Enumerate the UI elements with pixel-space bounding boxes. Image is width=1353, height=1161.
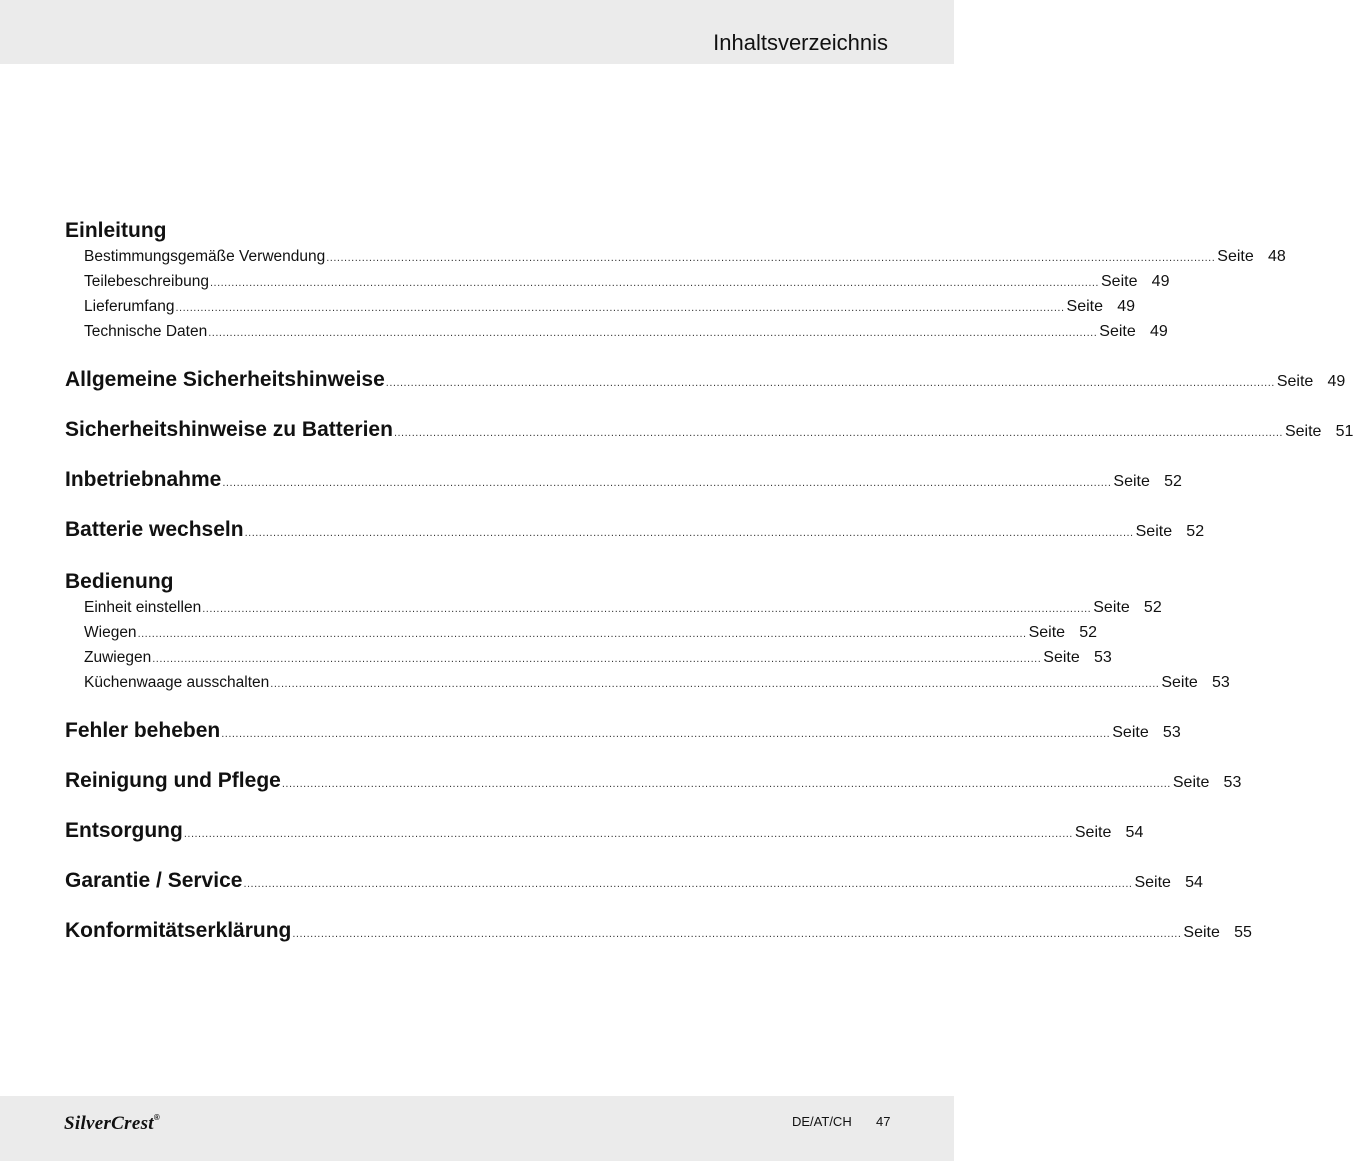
toc-entry[interactable] xyxy=(84,649,1112,667)
toc-entry-seite: Seite xyxy=(1183,924,1220,941)
toc-entry-main[interactable] xyxy=(65,919,1252,943)
toc-entry-main[interactable] xyxy=(65,769,1242,793)
toc-entry-seite: Seite xyxy=(1043,649,1080,666)
toc-entry-page: 55 xyxy=(1234,924,1252,941)
brand-logo xyxy=(64,1113,160,1135)
toc-entry-title: Garantie / Service xyxy=(65,869,243,892)
toc-leader-dots: .......................................................................................................................................................................................................................................................... xyxy=(385,377,1275,389)
toc-entry[interactable] xyxy=(84,674,1230,692)
toc-leader-dots: .......................................................................................................................................................................................................................................................... xyxy=(292,928,1182,940)
toc-entry-label: Bestimmungsgemäße Verwendung xyxy=(84,248,326,265)
toc-entry-seite: Seite xyxy=(1161,674,1198,691)
toc-entry-seite: Seite xyxy=(1066,298,1103,315)
toc-entry-page: 52 xyxy=(1079,624,1098,641)
toc-entry-page: 48 xyxy=(1267,248,1286,265)
toc-leader-dots: .......................................................................................................................................................................................................................................................... xyxy=(221,728,1111,740)
toc-leader-dots: .......................................................................................................................................................................................................................................................... xyxy=(209,277,1099,289)
toc-entry-page: 54 xyxy=(1185,874,1203,891)
toc-leader-dots: .......................................................................................................................................................................................................................................................... xyxy=(222,477,1112,489)
toc-entry-page: 49 xyxy=(1327,373,1346,390)
toc-entry-label: Wiegen xyxy=(84,624,137,641)
toc-entry-main[interactable] xyxy=(65,518,1205,542)
toc-entry-label: Lieferumfang xyxy=(84,298,175,315)
toc-entry-label: Teilebeschreibung xyxy=(84,273,209,290)
toc-leader-dots: .......................................................................................................................................................................................................................................................... xyxy=(137,628,1027,640)
toc-entry-title: Batterie wechseln xyxy=(65,518,244,541)
toc-entry-label: Zuwiegen xyxy=(84,649,152,666)
toc-entry-page: 52 xyxy=(1143,599,1162,616)
toc-entry-seite: Seite xyxy=(1028,624,1066,641)
toc-leader-dots: .......................................................................................................................................................................................................................................................... xyxy=(281,778,1171,790)
toc-entry-page: 52 xyxy=(1186,523,1205,540)
toc-entry-seite: Seite xyxy=(1101,273,1138,290)
toc-entry-page: 49 xyxy=(1151,273,1170,290)
toc-entry[interactable] xyxy=(84,273,1170,291)
toc-entry-main[interactable] xyxy=(65,418,1353,442)
toc-entry-page: 53 xyxy=(1093,649,1112,666)
toc-entry-seite: Seite xyxy=(1172,774,1210,791)
toc-entry-seite: Seite xyxy=(1134,874,1171,891)
toc-entry-title: Fehler beheben xyxy=(65,719,221,742)
toc-entry-main[interactable] xyxy=(65,468,1182,492)
toc-leader-dots: .......................................................................................................................................................................................................................................................... xyxy=(152,653,1042,665)
toc-entry-title: Sicherheitshinweise zu Batterien xyxy=(65,418,393,441)
toc-entry-title: Allgemeine Sicherheitshinweise xyxy=(65,368,385,391)
toc-leader-dots: .......................................................................................................................................................................................................................................................... xyxy=(208,327,1098,339)
toc-leader-dots: .......................................................................................................................................................................................................................................................... xyxy=(183,828,1073,840)
toc-entry[interactable] xyxy=(84,323,1168,341)
toc-entry-title: Entsorgung xyxy=(65,819,183,842)
toc-entry[interactable] xyxy=(84,624,1098,642)
toc-entry-label: Technische Daten xyxy=(84,323,208,340)
toc-leader-dots: .......................................................................................................................................................................................................................................................... xyxy=(244,527,1134,539)
toc-entry-page: 53 xyxy=(1223,774,1242,791)
toc-leader-dots: .......................................................................................................................................................................................................................................................... xyxy=(175,302,1065,314)
footer-region: DE/AT/CH xyxy=(792,1114,852,1129)
toc-leader-dots: .......................................................................................................................................................................................................................................................... xyxy=(202,603,1092,615)
toc-entry-seite: Seite xyxy=(1074,824,1112,841)
toc-entry-main[interactable] xyxy=(65,819,1144,843)
toc-leader-dots: .......................................................................................................................................................................................................................................................... xyxy=(326,252,1216,264)
toc-entry-title: Inbetriebnahme xyxy=(65,468,222,491)
toc-entry-label: Einheit einstellen xyxy=(84,599,202,616)
footer-page-number: 47 xyxy=(876,1114,891,1129)
toc-entry[interactable] xyxy=(84,298,1135,316)
toc-heading-bedienung: Bedienung xyxy=(65,570,174,593)
toc-entry-page: 53 xyxy=(1162,724,1181,741)
toc-entry-page: 53 xyxy=(1212,674,1230,691)
toc-entry-title: Reinigung und Pflege xyxy=(65,769,281,792)
toc-leader-dots: .......................................................................................................................................................................................................................................................... xyxy=(243,878,1133,890)
toc-entry-label: Küchenwaage ausschalten xyxy=(84,674,270,691)
toc-entry-main[interactable] xyxy=(65,869,1203,893)
toc-entry-page: 54 xyxy=(1125,824,1144,841)
brand-name: SilverCrest xyxy=(64,1113,154,1134)
toc-leader-dots: .......................................................................................................................................................................................................................................................... xyxy=(270,678,1160,690)
toc-entry-seite: Seite xyxy=(1276,373,1314,390)
toc-entry-seite: Seite xyxy=(1284,423,1322,440)
toc-entry-seite: Seite xyxy=(1099,323,1136,340)
toc-heading-einleitung: Einleitung xyxy=(65,219,167,242)
toc-entry-seite: Seite xyxy=(1217,248,1254,265)
toc-entry-page: 49 xyxy=(1149,323,1168,340)
toc-entry[interactable] xyxy=(84,248,1286,266)
toc-entry-main[interactable] xyxy=(65,719,1181,743)
toc-entry-main[interactable] xyxy=(65,368,1346,392)
registered-mark: ® xyxy=(153,1113,161,1122)
toc-entry-page: 52 xyxy=(1164,473,1182,490)
toc-entry-page: 51 xyxy=(1335,423,1353,440)
toc-entry-title: Konformitätserklärung xyxy=(65,919,292,942)
toc-entry-seite: Seite xyxy=(1093,599,1130,616)
toc-leader-dots: .......................................................................................................................................................................................................................................................... xyxy=(393,427,1283,439)
toc-entry-seite: Seite xyxy=(1113,473,1150,490)
toc-entry-seite: Seite xyxy=(1112,724,1149,741)
page-title: Inhaltsverzeichnis xyxy=(713,30,888,55)
toc-entry-page: 49 xyxy=(1117,298,1135,315)
toc-entry[interactable] xyxy=(84,599,1162,617)
toc-entry-seite: Seite xyxy=(1135,523,1173,540)
